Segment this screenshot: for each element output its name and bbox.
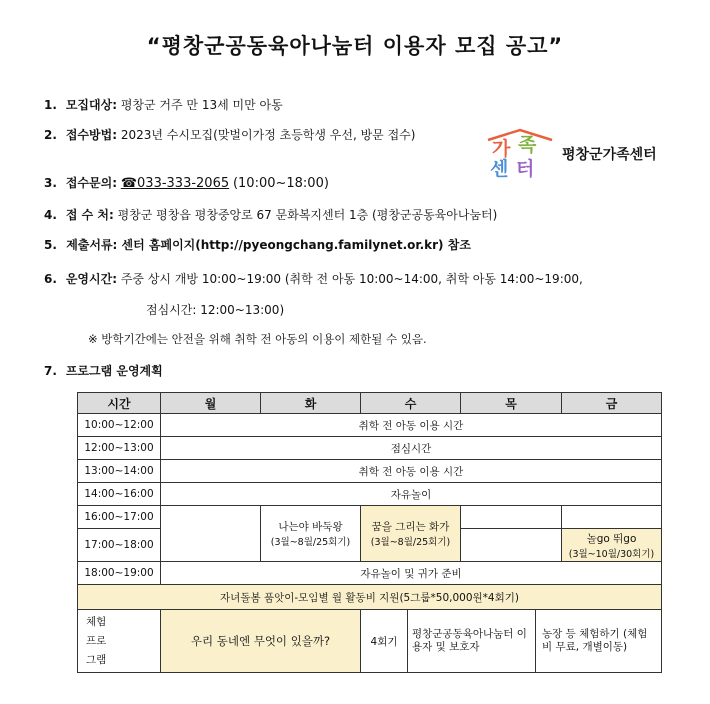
column-header: 시간	[78, 393, 161, 414]
time-cell: 14:00~16:00	[78, 483, 161, 506]
item-label: 모집대상:	[65, 98, 117, 112]
item-number: 1.	[44, 98, 57, 112]
logo-name: 평창군가족센터	[562, 147, 657, 163]
item-label: 운영시간:	[65, 272, 117, 286]
column-header: 월	[161, 393, 261, 414]
item-text: 센터 홈페이지(http://pyeongchang.familynet.or.kr) 참조	[121, 238, 471, 252]
experience-label: 그램	[86, 653, 107, 666]
item-label: 프로그램 운영계획	[65, 364, 163, 378]
program-cell-fri	[562, 529, 662, 562]
time-cell: 18:00~19:00	[78, 562, 161, 585]
table-row	[78, 506, 662, 529]
support-cell: 자녀돌봄 품앗이-모임별 월 활동비 지원(5그룹*50,000원*4회기)	[78, 585, 662, 610]
item-hours-cont: 점심시간: 12:00~13:00)	[146, 303, 285, 317]
activity-cell: 점심시간	[161, 437, 662, 460]
contact-hours: (10:00~18:00)	[232, 176, 329, 191]
program-period: (3월~8월/25회기)	[270, 537, 351, 548]
program-name: 나는야 바둑왕	[278, 521, 343, 533]
table-row	[78, 483, 662, 506]
item-number: 3.	[44, 176, 57, 190]
experience-target: 평창군공동육아나눔터 이용자 및 보호자	[408, 610, 536, 672]
time-cell: 17:00~18:00	[78, 529, 161, 562]
item-label: 접수문의:	[65, 176, 117, 190]
program-period: (3월~8월/25회기)	[370, 537, 451, 548]
activity-cell: 취학 전 아동 이용 시간	[161, 460, 662, 483]
experience-label: 체험	[86, 615, 107, 628]
column-header: 금	[562, 393, 662, 414]
item-text: 평창군 거주 만 13세 미만 아동	[120, 98, 283, 112]
experience-count: 4회기	[361, 610, 408, 672]
item-location	[44, 206, 497, 223]
activity-cell: 자유놀이	[161, 483, 662, 506]
column-header: 화	[261, 393, 361, 414]
item-text: 평창군 평창읍 평창중앙로 67 문화복지센터 1층 (평창군공동육아나눔터)	[117, 208, 498, 222]
program-period: (3월~10월/30회기)	[568, 548, 655, 560]
table-row	[78, 460, 662, 483]
table-row	[78, 585, 662, 610]
item-documents	[44, 236, 471, 253]
table-row	[78, 414, 662, 437]
experience-desc: 농장 등 체험하기 (체험비 무료, 개별이동)	[542, 628, 648, 653]
column-header: 목	[461, 393, 562, 414]
empty-cell	[461, 529, 562, 562]
item-method	[44, 126, 415, 143]
empty-cell	[461, 506, 562, 529]
item-label: 접 수 처:	[65, 208, 114, 222]
schedule-table	[77, 392, 662, 673]
table-row	[78, 610, 662, 673]
table-row	[78, 437, 662, 460]
item-program	[44, 362, 163, 379]
experience-detail-row	[361, 610, 661, 672]
time-cell: 13:00~14:00	[78, 460, 161, 483]
page-title: “평창군공동육아나눔터 이용자 모집 공고”	[146, 34, 564, 58]
logo-char: 터	[516, 158, 535, 180]
logo-char: 센	[490, 158, 509, 180]
item-contact	[44, 174, 329, 191]
family-center-logo	[486, 132, 686, 182]
item-text: 주중 상시 개방 10:00~19:00 (취학 전 아동 10:00~14:00, 취학 아동 14:00~19:00,	[120, 272, 583, 286]
time-cell: 10:00~12:00	[78, 414, 161, 437]
item-text: 2023년 수시모집(맞벌이가정 초등학생 우선, 방문 접수)	[120, 128, 416, 142]
item-number: 2.	[44, 128, 57, 142]
table-row	[78, 562, 662, 585]
item-label: 제출서류:	[66, 238, 118, 252]
empty-cell	[562, 506, 662, 529]
program-name: 놀go 뛰go	[586, 532, 637, 545]
column-header: 수	[361, 393, 461, 414]
experience-title-cell	[161, 610, 361, 673]
time-cell: 12:00~13:00	[78, 437, 161, 460]
experience-detail-cell	[361, 610, 662, 673]
item-label: 접수방법:	[65, 128, 117, 142]
program-cell-tue	[261, 506, 361, 562]
experience-title: 우리 동네엔 무엇이 있을까?	[190, 634, 331, 648]
logo-char: 족	[518, 134, 537, 156]
phone-number[interactable]: ☎033-333-2065	[120, 176, 230, 191]
activity-cell: 자유놀이 및 귀가 준비	[161, 562, 662, 585]
item-hours	[44, 270, 583, 287]
empty-cell	[161, 506, 261, 562]
activity-cell: 취학 전 아동 이용 시간	[161, 414, 662, 437]
item-number: 4.	[44, 208, 57, 222]
experience-label-cell	[78, 610, 161, 673]
item-number: 7.	[44, 364, 57, 378]
item-number: 5.	[44, 238, 57, 252]
program-name: 꿈을 그리는 화가	[371, 521, 450, 533]
program-cell-wed	[361, 506, 461, 562]
note: ※ 방학기간에는 안전을 위해 취학 전 아동의 이용이 제한될 수 있음.	[88, 332, 427, 346]
item-target	[44, 96, 283, 113]
item-number: 6.	[44, 272, 57, 286]
experience-label: 프로	[86, 634, 107, 647]
table-header-row	[78, 393, 662, 414]
time-cell: 16:00~17:00	[78, 506, 161, 529]
logo-char: 가	[492, 138, 511, 160]
